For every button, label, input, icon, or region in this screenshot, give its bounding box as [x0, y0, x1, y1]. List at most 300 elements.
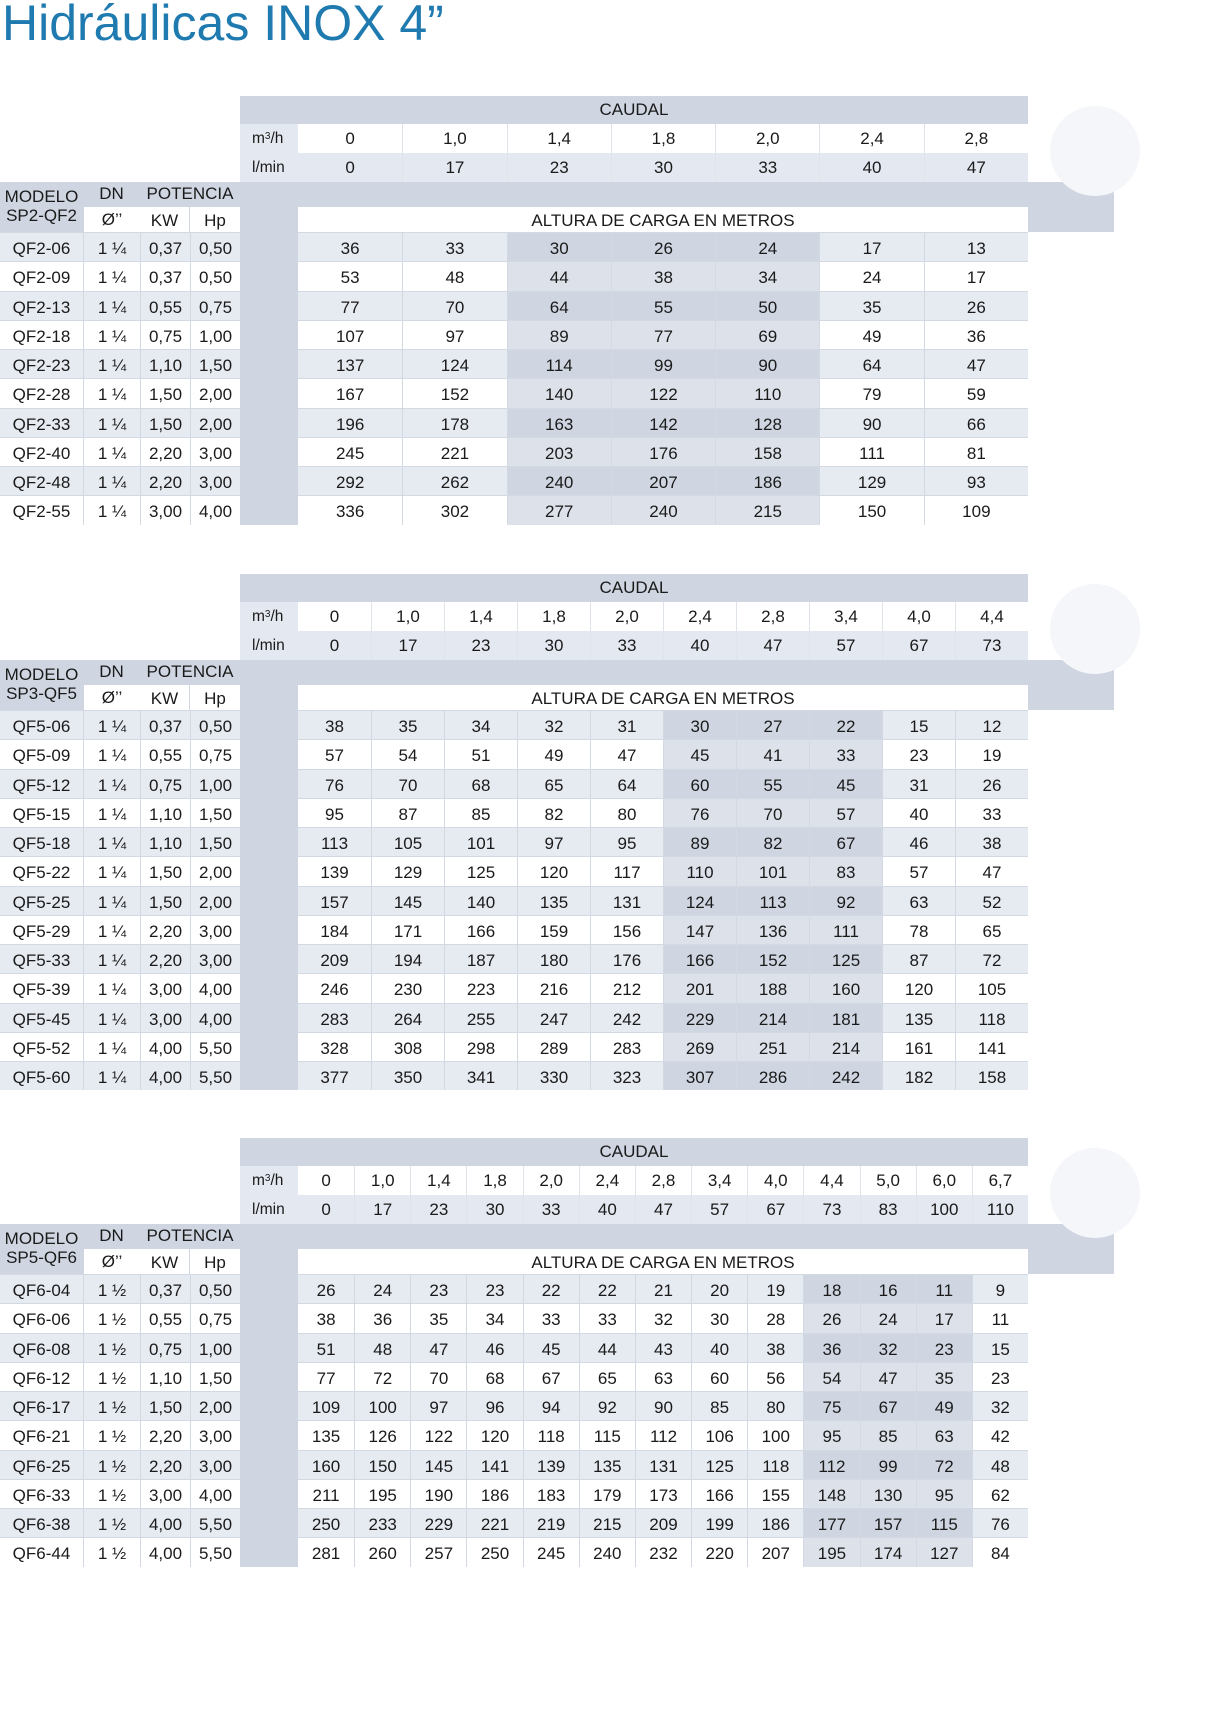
dn-cell: 1 ¼	[83, 856, 140, 885]
head-value-cell: 187	[444, 944, 517, 973]
m3h-value: 1,0	[402, 124, 506, 153]
head-value-cell: 46	[466, 1333, 522, 1362]
head-value-cell: 182	[882, 1061, 955, 1090]
hp-cell: 2,00	[190, 1391, 240, 1420]
dn-cell: 1 ½	[83, 1420, 140, 1449]
head-value-cell: 307	[663, 1061, 736, 1090]
head-value-cell: 240	[507, 466, 611, 495]
m3h-value: 2,4	[663, 602, 736, 631]
head-value-cell: 28	[747, 1303, 803, 1332]
head-value-cell: 32	[517, 710, 590, 739]
dn-cell: 1 ¼	[83, 1003, 140, 1032]
head-value-cell: 141	[466, 1450, 522, 1479]
head-value-cell: 64	[819, 349, 923, 378]
head-value-cell: 377	[298, 1061, 371, 1090]
head-value-cell: 264	[371, 1003, 444, 1032]
kw-cell: 2,20	[140, 915, 190, 944]
table-row	[0, 378, 1028, 407]
head-value-cell: 142	[611, 408, 715, 437]
head-value-cell: 24	[860, 1303, 916, 1332]
head-value-cell: 336	[298, 495, 402, 524]
head-value-cell: 70	[371, 769, 444, 798]
lmin-value: 17	[402, 153, 506, 182]
head-value-cell: 77	[298, 291, 402, 320]
model-cell: QF5-45	[0, 1003, 83, 1032]
table-row	[0, 1537, 1028, 1566]
head-value-cell: 31	[882, 769, 955, 798]
head-value-cell: 229	[663, 1003, 736, 1032]
head-value-cell: 36	[298, 232, 402, 261]
head-value-cell: 125	[691, 1450, 747, 1479]
dn-cell: 1 ¼	[83, 944, 140, 973]
head-value-cell: 76	[298, 769, 371, 798]
head-value-cell: 215	[715, 495, 819, 524]
dn-cell: 1 ¼	[83, 261, 140, 290]
head-value-cell: 328	[298, 1032, 371, 1061]
table-row	[0, 1003, 1028, 1032]
head-value-cell: 131	[590, 886, 663, 915]
hp-cell: 0,75	[190, 1303, 240, 1332]
head-value-cell: 60	[691, 1362, 747, 1391]
head-value-cell: 34	[715, 261, 819, 290]
head-value-cell: 112	[635, 1420, 691, 1449]
head-value-cell: 90	[819, 408, 923, 437]
dn-cell: 1 ¼	[83, 739, 140, 768]
head-value-cell: 118	[955, 1003, 1028, 1032]
hp-cell: 1,50	[190, 827, 240, 856]
head-value-cell: 139	[298, 856, 371, 885]
head-value-cell: 176	[611, 437, 715, 466]
lmin-value: 100	[916, 1195, 972, 1224]
head-value-cell: 85	[444, 798, 517, 827]
hp-cell: 3,00	[190, 1450, 240, 1479]
model-cell: QF5-15	[0, 798, 83, 827]
model-cell: QF2-28	[0, 378, 83, 407]
dn-cell: 1 ¼	[83, 232, 140, 261]
head-value-cell: 201	[663, 973, 736, 1002]
head-value-cell: 33	[809, 739, 882, 768]
head-value-cell: 195	[354, 1479, 410, 1508]
head-value-cell: 207	[747, 1537, 803, 1566]
head-value-cell: 52	[955, 886, 1028, 915]
head-value-cell: 12	[955, 710, 1028, 739]
lmin-value: 23	[444, 631, 517, 660]
dn-header: DN	[99, 184, 124, 203]
head-value-cell: 60	[663, 769, 736, 798]
head-value-cell: 21	[635, 1274, 691, 1303]
head-value-cell: 59	[924, 378, 1028, 407]
model-cell: QF5-12	[0, 769, 83, 798]
lmin-value: 17	[354, 1195, 410, 1224]
head-value-cell: 216	[517, 973, 590, 1002]
kw-cell: 3,00	[140, 1479, 190, 1508]
head-value-cell: 17	[924, 261, 1028, 290]
lmin-value: 30	[611, 153, 715, 182]
m3h-value: 2,8	[924, 124, 1028, 153]
unit-m3h-label: $m^3/h$	[240, 602, 298, 631]
head-value-cell: 203	[507, 437, 611, 466]
head-value-cell: 135	[517, 886, 590, 915]
head-value-cell: 105	[955, 973, 1028, 1002]
head-value-cell: 112	[803, 1450, 859, 1479]
dn-cell: 1 ½	[83, 1537, 140, 1566]
head-value-cell: 30	[507, 232, 611, 261]
head-value-cell: 250	[466, 1537, 522, 1566]
head-value-cell: 30	[691, 1303, 747, 1332]
head-value-cell: 167	[298, 378, 402, 407]
series-header: SP3-QF5	[6, 684, 77, 703]
head-value-cell: 54	[371, 739, 444, 768]
head-value-cell: 93	[924, 466, 1028, 495]
head-value-cell: 90	[635, 1391, 691, 1420]
head-value-cell: 97	[402, 320, 506, 349]
altura-header: ALTURA DE CARGA EN METROS	[298, 1249, 1028, 1274]
m3h-value: 1,4	[507, 124, 611, 153]
dn-header: DN	[99, 1226, 124, 1245]
potencia-header: POTENCIA	[146, 662, 234, 681]
head-value-cell: 65	[955, 915, 1028, 944]
head-value-cell: 17	[819, 232, 923, 261]
head-value-cell: 36	[354, 1303, 410, 1332]
head-value-cell: 95	[298, 798, 371, 827]
table-row	[0, 1061, 1028, 1090]
head-value-cell: 110	[663, 856, 736, 885]
head-value-cell: 67	[523, 1362, 579, 1391]
lmin-value: 33	[715, 153, 819, 182]
unit-lmin-label: l/min	[240, 631, 298, 660]
hp-cell: 0,50	[190, 1274, 240, 1303]
head-value-cell: 160	[809, 973, 882, 1002]
dn-cell: 1 ¼	[83, 466, 140, 495]
head-value-cell: 11	[972, 1303, 1028, 1332]
dn-cell: 1 ¼	[83, 495, 140, 524]
head-value-cell: 109	[924, 495, 1028, 524]
lmin-value: 57	[809, 631, 882, 660]
model-cell: QF6-33	[0, 1479, 83, 1508]
head-value-cell: 194	[371, 944, 444, 973]
kw-cell: 3,00	[140, 973, 190, 1002]
head-value-cell: 38	[955, 827, 1028, 856]
head-value-cell: 30	[663, 710, 736, 739]
kw-cell: 0,75	[140, 1333, 190, 1362]
dn-cell: 1 ¼	[83, 798, 140, 827]
m3h-value: 3,4	[691, 1166, 747, 1195]
head-value-cell: 35	[371, 710, 444, 739]
head-value-cell: 341	[444, 1061, 517, 1090]
head-value-cell: 184	[298, 915, 371, 944]
head-value-cell: 67	[860, 1391, 916, 1420]
lmin-value: 17	[371, 631, 444, 660]
lmin-value: 0	[298, 1195, 354, 1224]
dn-cell: 1 ¼	[83, 1032, 140, 1061]
head-value-cell: 101	[736, 856, 809, 885]
head-value-cell: 47	[410, 1333, 466, 1362]
m3h-value: 1,4	[410, 1166, 466, 1195]
head-value-cell: 19	[747, 1274, 803, 1303]
head-value-cell: 242	[590, 1003, 663, 1032]
lmin-value: 40	[663, 631, 736, 660]
head-value-cell: 330	[517, 1061, 590, 1090]
kw-cell: 3,00	[140, 1003, 190, 1032]
head-value-cell: 57	[298, 739, 371, 768]
head-value-cell: 36	[803, 1333, 859, 1362]
head-value-cell: 176	[590, 944, 663, 973]
head-value-cell: 221	[466, 1508, 522, 1537]
model-cell: QF6-44	[0, 1537, 83, 1566]
head-value-cell: 289	[517, 1032, 590, 1061]
head-value-cell: 9	[972, 1274, 1028, 1303]
head-value-cell: 44	[579, 1333, 635, 1362]
head-value-cell: 158	[955, 1061, 1028, 1090]
head-value-cell: 125	[809, 944, 882, 973]
kw-cell: 0,75	[140, 320, 190, 349]
head-value-cell: 150	[354, 1450, 410, 1479]
head-value-cell: 122	[410, 1420, 466, 1449]
head-value-cell: 76	[663, 798, 736, 827]
m3h-value: 2,8	[635, 1166, 691, 1195]
dn-cell: 1 ½	[83, 1303, 140, 1332]
head-value-cell: 109	[298, 1391, 354, 1420]
head-value-cell: 129	[371, 856, 444, 885]
hp-cell: 4,00	[190, 495, 240, 524]
head-value-cell: 22	[523, 1274, 579, 1303]
hp-cell: 1,50	[190, 798, 240, 827]
model-cell: QF5-09	[0, 739, 83, 768]
head-value-cell: 47	[860, 1362, 916, 1391]
table-row	[0, 739, 1028, 768]
head-value-cell: 97	[517, 827, 590, 856]
head-value-cell: 40	[882, 798, 955, 827]
head-value-cell: 230	[371, 973, 444, 1002]
head-value-cell: 113	[736, 886, 809, 915]
head-value-cell: 64	[590, 769, 663, 798]
lmin-value: 23	[410, 1195, 466, 1224]
table-row	[0, 1420, 1028, 1449]
kw-cell: 1,50	[140, 856, 190, 885]
kw-cell: 0,37	[140, 261, 190, 290]
head-value-cell: 209	[635, 1508, 691, 1537]
m3h-value: 1,0	[371, 602, 444, 631]
m3h-value: 1,8	[611, 124, 715, 153]
head-value-cell: 150	[819, 495, 923, 524]
head-value-cell: 183	[523, 1479, 579, 1508]
head-value-cell: 55	[611, 291, 715, 320]
hp-cell: 3,00	[190, 437, 240, 466]
dn-cell: 1 ¼	[83, 349, 140, 378]
hp-cell: 3,00	[190, 1420, 240, 1449]
table-row	[0, 1333, 1028, 1362]
modelo-header: MODELO	[4, 187, 79, 206]
head-value-cell: 196	[298, 408, 402, 437]
kw-cell: 2,20	[140, 1450, 190, 1479]
head-value-cell: 120	[517, 856, 590, 885]
decorative-circle	[1050, 584, 1140, 674]
head-value-cell: 47	[924, 349, 1028, 378]
dn-cell: 1 ½	[83, 1479, 140, 1508]
head-value-cell: 77	[298, 1362, 354, 1391]
hp-cell: 2,00	[190, 856, 240, 885]
m3h-value: 2,0	[715, 124, 819, 153]
dn-cell: 1 ¼	[83, 710, 140, 739]
table-row	[0, 710, 1028, 739]
head-value-cell: 120	[466, 1420, 522, 1449]
table-row	[0, 1508, 1028, 1537]
lmin-value: 73	[803, 1195, 859, 1224]
head-value-cell: 139	[523, 1450, 579, 1479]
head-value-cell: 79	[819, 378, 923, 407]
head-value-cell: 23	[972, 1362, 1028, 1391]
head-value-cell: 156	[590, 915, 663, 944]
head-value-cell: 159	[517, 915, 590, 944]
table-row	[0, 320, 1028, 349]
head-value-cell: 118	[747, 1450, 803, 1479]
head-value-cell: 255	[444, 1003, 517, 1032]
kw-cell: 0,55	[140, 739, 190, 768]
kw-cell: 1,50	[140, 1391, 190, 1420]
head-value-cell: 23	[410, 1274, 466, 1303]
head-value-cell: 95	[803, 1420, 859, 1449]
head-value-cell: 283	[298, 1003, 371, 1032]
m3h-value: 3,4	[809, 602, 882, 631]
head-value-cell: 99	[860, 1450, 916, 1479]
head-value-cell: 177	[803, 1508, 859, 1537]
head-value-cell: 89	[663, 827, 736, 856]
head-value-cell: 26	[298, 1274, 354, 1303]
table-row	[0, 261, 1028, 290]
head-value-cell: 33	[402, 232, 506, 261]
dn-subheader: Ø’’	[83, 207, 140, 232]
head-value-cell: 283	[590, 1032, 663, 1061]
m3h-value: 1,8	[466, 1166, 522, 1195]
head-value-cell: 82	[517, 798, 590, 827]
head-value-cell: 308	[371, 1032, 444, 1061]
head-value-cell: 43	[635, 1333, 691, 1362]
head-value-cell: 85	[860, 1420, 916, 1449]
head-value-cell: 26	[955, 769, 1028, 798]
table-row	[0, 1303, 1028, 1332]
m3h-value: 4,4	[955, 602, 1028, 631]
model-cell: QF2-18	[0, 320, 83, 349]
table-row	[0, 349, 1028, 378]
head-value-cell: 18	[803, 1274, 859, 1303]
head-value-cell: 214	[736, 1003, 809, 1032]
head-value-cell: 23	[916, 1333, 972, 1362]
head-value-cell: 44	[507, 261, 611, 290]
head-value-cell: 137	[298, 349, 402, 378]
head-value-cell: 45	[809, 769, 882, 798]
model-cell: QF6-25	[0, 1450, 83, 1479]
lmin-value: 40	[819, 153, 923, 182]
head-value-cell: 32	[860, 1333, 916, 1362]
potencia-header: POTENCIA	[146, 1226, 234, 1245]
kw-cell: 1,10	[140, 1362, 190, 1391]
dn-cell: 1 ¼	[83, 827, 140, 856]
head-value-cell: 65	[517, 769, 590, 798]
m3h-value: 0	[298, 602, 371, 631]
head-value-cell: 40	[691, 1333, 747, 1362]
lmin-value: 47	[635, 1195, 691, 1224]
lmin-value: 0	[298, 153, 402, 182]
head-value-cell: 161	[882, 1032, 955, 1061]
head-value-cell: 50	[715, 291, 819, 320]
head-value-cell: 72	[955, 944, 1028, 973]
head-value-cell: 85	[691, 1391, 747, 1420]
head-value-cell: 163	[507, 408, 611, 437]
caudal-header: CAUDAL	[240, 96, 1028, 124]
table-row	[0, 915, 1028, 944]
hp-cell: 5,50	[190, 1537, 240, 1566]
lmin-value: 33	[590, 631, 663, 660]
head-value-cell: 186	[747, 1508, 803, 1537]
model-cell: QF2-09	[0, 261, 83, 290]
head-value-cell: 22	[579, 1274, 635, 1303]
head-value-cell: 129	[819, 466, 923, 495]
head-value-cell: 166	[663, 944, 736, 973]
head-value-cell: 89	[507, 320, 611, 349]
m3h-value: 0	[298, 124, 402, 153]
head-value-cell: 32	[635, 1303, 691, 1332]
kw-cell: 4,00	[140, 1537, 190, 1566]
head-value-cell: 11	[916, 1274, 972, 1303]
head-value-cell: 32	[972, 1391, 1028, 1420]
head-value-cell: 70	[410, 1362, 466, 1391]
head-value-cell: 63	[916, 1420, 972, 1449]
head-value-cell: 67	[809, 827, 882, 856]
hp-cell: 4,00	[190, 973, 240, 1002]
head-value-cell: 111	[809, 915, 882, 944]
m3h-value: 1,8	[517, 602, 590, 631]
head-value-cell: 38	[298, 1303, 354, 1332]
dn-cell: 1 ¼	[83, 437, 140, 466]
table-row	[0, 408, 1028, 437]
model-cell: QF5-18	[0, 827, 83, 856]
decorative-circle	[1050, 106, 1140, 196]
model-cell: QF5-29	[0, 915, 83, 944]
head-value-cell: 246	[298, 973, 371, 1002]
unit-lmin-label: l/min	[240, 153, 298, 182]
head-value-cell: 188	[736, 973, 809, 1002]
head-value-cell: 72	[354, 1362, 410, 1391]
m3h-value: 4,4	[803, 1166, 859, 1195]
hp-cell: 0,50	[190, 710, 240, 739]
head-value-cell: 199	[691, 1508, 747, 1537]
head-value-cell: 56	[747, 1362, 803, 1391]
kw-cell: 1,50	[140, 408, 190, 437]
head-value-cell: 269	[663, 1032, 736, 1061]
head-value-cell: 214	[809, 1032, 882, 1061]
head-value-cell: 219	[523, 1508, 579, 1537]
head-value-cell: 160	[298, 1450, 354, 1479]
model-cell: QF5-60	[0, 1061, 83, 1090]
head-value-cell: 87	[371, 798, 444, 827]
head-value-cell: 350	[371, 1061, 444, 1090]
table-row	[0, 973, 1028, 1002]
unit-lmin-label: l/min	[240, 1195, 298, 1224]
head-value-cell: 262	[402, 466, 506, 495]
dn-cell: 1 ¼	[83, 378, 140, 407]
head-value-cell: 66	[924, 408, 1028, 437]
page-title: Hidráulicas INOX 4”	[2, 0, 444, 51]
head-value-cell: 114	[507, 349, 611, 378]
head-value-cell: 118	[523, 1420, 579, 1449]
head-value-cell: 68	[466, 1362, 522, 1391]
head-value-cell: 84	[972, 1537, 1028, 1566]
head-value-cell: 242	[809, 1061, 882, 1090]
head-value-cell: 245	[523, 1537, 579, 1566]
dn-cell: 1 ¼	[83, 973, 140, 1002]
m3h-value: 4,0	[747, 1166, 803, 1195]
hp-cell: 4,00	[190, 1479, 240, 1508]
